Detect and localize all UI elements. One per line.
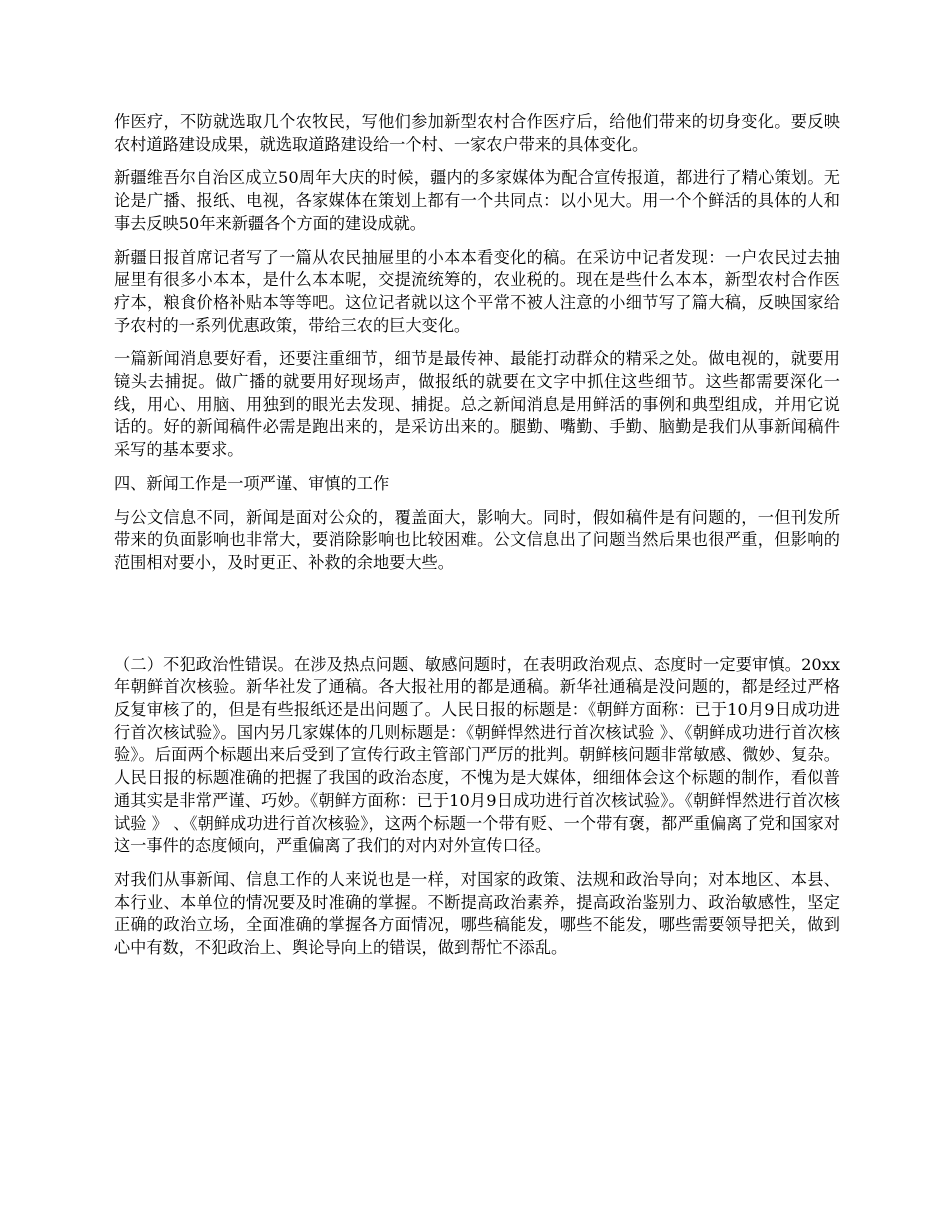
paragraph: 新疆维吾尔自治区成立50周年大庆的时候，疆内的多家媒体为配合宣传报道，都进行了精心策划。无论是广播、报纸、电视，各家媒体在策划上都有一个共同点：以小见大。用一个个鲜活的具体的人和事去反映50年来新疆各个方面的建设成就。 <box>114 168 840 233</box>
section-spacer <box>114 586 840 654</box>
paragraph: （二）不犯政治性错误。在涉及热点问题、敏感问题时，在表明政治观点、态度时一定要审慎。20xx年朝鲜首次核验。新华社发了通稿。各大报社用的都是通稿。新华社通稿是没问题的，都是经过严格反复审核了的，但是有些报纸还是出问题了。人民日报的标题是：《朝鲜方面称：已于10月9日成功进行首次核试验》。国内另几家媒体的几则标题是：《朝鲜悍然进行首次核试验 》、《朝鲜成功进行首次核验》。后面两个标题出来后受到了宣传行政主管部门严厉的批判。朝鲜核问题非常敏感、微妙、复杂。人民日报的标题准确的把握了我国的政治态度，不愧为是大媒体，细细体会这个标题的制作，看似普通其实是非常严谨、巧妙。《朝鲜方面称：已于10月9日成功进行首次核试验》。《朝鲜悍然进行首次核试验 》 、《朝鲜成功进行首次核验》，这两个标题一个带有贬、一个带有褒，都严重偏离了党和国家对这一事件的态度倾向，严重偏离了我们的对内对外宣传口径。 <box>114 654 840 856</box>
paragraph: 与公文信息不同，新闻是面对公众的，覆盖面大，影响大。同时，假如稿件是有问题的，一但刊发所带来的负面影响也非常大，要消除影响也比较困难。公文信息出了问题当然后果也很严重，但影响的范围相对要小，及时更正、补救的余地要大些。 <box>114 507 840 572</box>
section-heading: 四、新闻工作是一项严谨、审慎的工作 <box>114 473 390 493</box>
paragraph: 作医疗，不防就选取几个农牧民，写他们参加新型农村合作医疗后，给他们带来的切身变化。要反映农村道路建设成果，就选取道路建设给一个村、一家农户带来的具体变化。 <box>114 112 840 154</box>
paragraph: 对我们从事新闻、信息工作的人来说也是一样，对国家的政策、法规和政治导向；对本地区、本县、本行业、本单位的情况要及时准确的掌握。不断提高政治素养，提高政治鉴别力、政治敏感性，坚定正确的政治立场，全面准确的掌握各方面情况，哪些稿能发，哪些不能发，哪些需要领导把关，做到心中有数，不犯政治上、舆论导向上的错误，做到帮忙不添乱。 <box>114 869 840 958</box>
document-page <box>114 111 840 971</box>
paragraph: 一篇新闻消息要好看，还要注重细节，细节是最传神、最能打动群众的精采之处。做电视的，就要用镜头去捕捉。做广播的就要用好现场声，做报纸的就要在文字中抓住这些细节。这些都需要深化一线，用心、用脑、用独到的眼光去发现、捕捉。总之新闻消息是用鲜活的事例和典型组成，并用它说话的。好的新闻稿件必需是跑出来的，是采访出来的。腿勤、嘴勤、手勤、脑勤是我们从事新闻稿件采写的基本要求。 <box>114 349 840 460</box>
paragraph: 新疆日报首席记者写了一篇从农民抽屉里的小本本看变化的稿。在采访中记者发现：一户农民过去抽屉里有很多小本本，是什么本本呢，交提流统筹的，农业税的。现在是些什么本本，新型农村合作医疗本，粮食价格补贴本等等吧。这位记者就以这个平常不被人注意的小细节写了篇大稿，反映国家给予农村的一系列优惠政策，带给三农的巨大变化。 <box>114 247 840 335</box>
